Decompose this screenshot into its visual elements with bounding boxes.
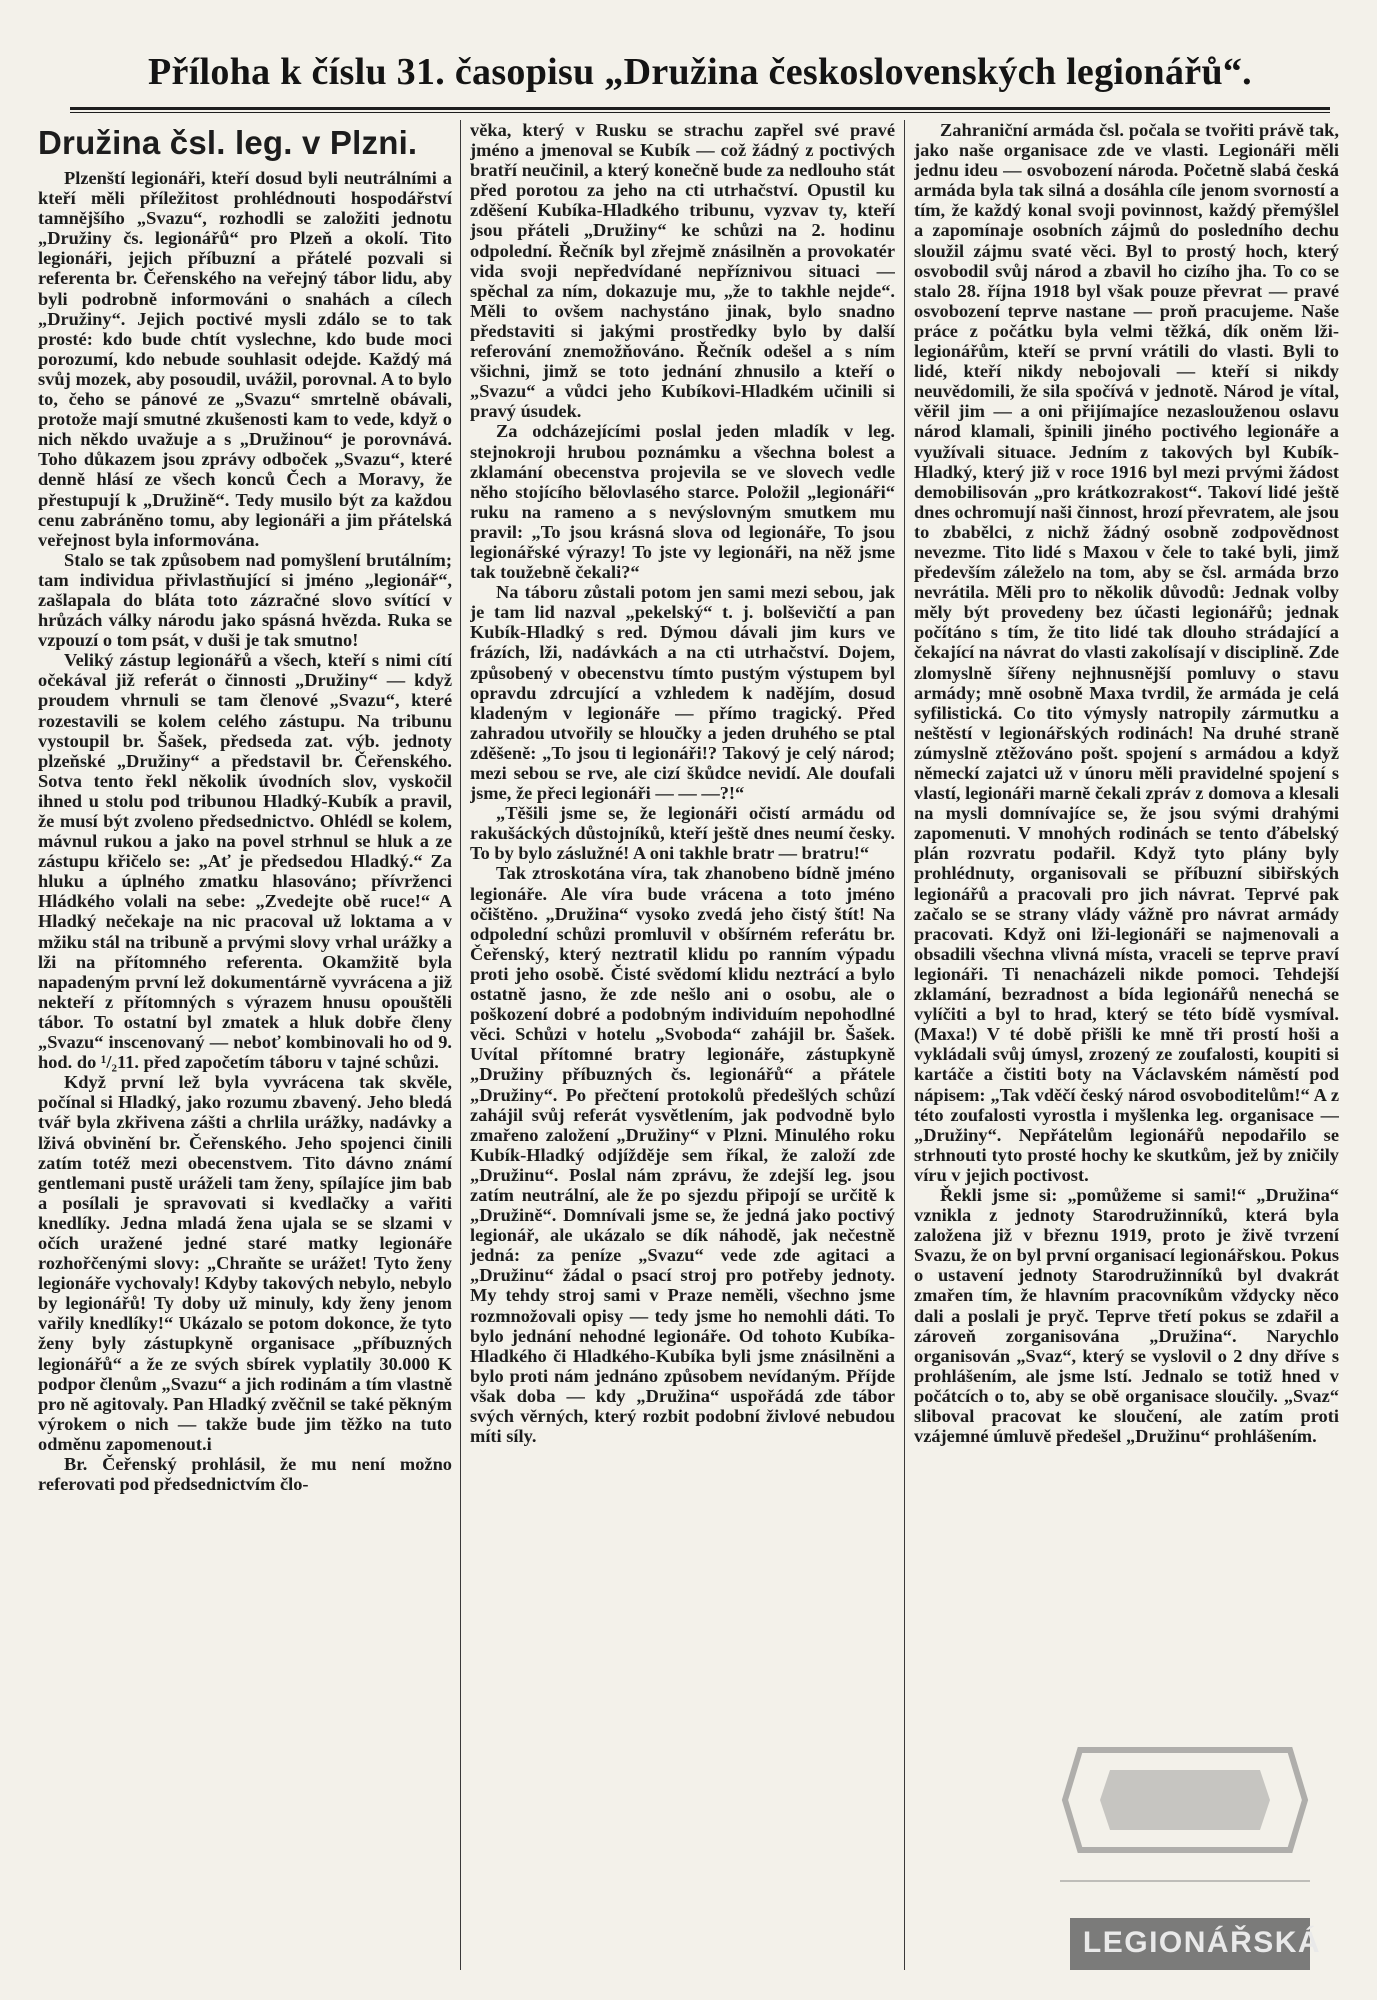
stamp-label: LEGIONÁŘSKÁ — [1082, 1926, 1322, 1959]
column-2 — [470, 120, 895, 1970]
paragraph: „Těšili jsme se, že legionáři očistí armádu od rakušáckých důstojníků, kteří ještě dnes neumí česky. To by bylo záslužné! A oni takhle bratr — bratru!“ — [470, 803, 895, 864]
article-title: Družina čsl. leg. v Plzni. — [38, 124, 418, 161]
page-header — [70, 40, 1330, 104]
header-rule — [70, 107, 1330, 110]
paragraph: Veliký zástup legionářů a všech, kteří s nimi cítí očekával již referát o činnosti „Družiny“ — když proudem vhrnuli se tam členové „Svazu“, které rozestavili se kolem celého zástupu. Na tribunu vystoupil br. Šašek, předseda zat. výb. jednoty plzeňské „Družiny“ a představil br. Čeřenského. Sotva tento řekl několik úvodních slov, vyskočil ihned u stolu pod tribunou Hladký-Kubík a pravil, že musí být zvoleno předsednictvo. Ohlédl se kolem, mávnul rukou a jako na povel strhnul se hluk a ze zástupu křičelo se: „Ať je předsedou Hladký.“ Za hluku a úplného zmatku hlasováno; přívrženci Hládkého volali na sebe: „Zvedejte obě ruce!“ A Hladký nečekaje na nic pracoval už loktama a v mžiku stál na tribuně a prvými slovy vrhal urážky a lži na přítomného referenta. Okamžitě byla napadeným první lež dokumentárně vyvrácena a již nekteří z přítomných s výrazem hnusu opouštěli tábor. To ostatní byl zmatek a hluk dobře členy „Svazu“ inscenovaný — neboť kombinovali ho od 9. hod. do ¹/₂11. před započetím táboru v tajné schůzi. — [38, 650, 452, 1073]
paragraph: Řekli jsme si: „pomůžeme si sami!“ „Družina“ vznikla z jednoty Starodružinníků, která byla založena již v březnu 1919, proto je živě tvrzení Svazu, že on byl první organisací legionářskou. Pokus o ustavení jednoty Starodružinníků byl dvakrát zmařen tím, že hlavním pracovníkům vždycky něco dali a poslali je pryč. Teprve třetí pokus se zdařil a zároveň zorganisována „Družina“. Narychlo organisován „Svaz“, který se vyslovil o 2 dny dříve s prohlášením, ale jsme lstí. Jednalo se totiž hned v počátcích o to, aby se obě organisace sloučily. „Svaz“ sliboval pracovat ke sloučení, ale zatím proti vzájemné úmluvě předešel „Družinu“ prohlášením. — [914, 1184, 1339, 1447]
column-1 — [38, 120, 452, 1970]
column-divider — [460, 120, 461, 1970]
paragraph: Na táboru zůstali potom jen sami mezi sebou, jak je tam lid nazval „pekelský“ t. j. bolševičtí a pan Kubík-Hladký s red. Dýmou dávali jim kurs ve frázích, lži, nadávkách a na cti utrhačství. Dojem, způsobený v obecenstvu tímto pustým výstupem byl opravdu zdrcující a vzhledem k nadějím, dosud kladeným v legionáře — přímo tragický. Před zahradou utvořily se hloučky a jeden druhého se ptal zděšeně: „To jsou ti legionáři!? Takový je celý národ; mezi sebou se rve, ale cizí škůdce nevidí. Ale doufali jsme, že přeci legionáři — — —?!“ — [470, 582, 895, 804]
paragraph: Tak ztroskotána víra, tak zhanobeno bídně jméno legionáře. Ale víra bude vrácena a toto jméno očištěno. „Družina“ vysoko zvedá jeho čistý štít! Na odpolední schůzi promluvil v obšírném referátu br. Čeřenský, který neztratil klidu po ranním výpadu proti jeho osobě. Čisté svědomí klidu neztrácí a bylo ostatně jasno, že zde nešlo ani o osobu, ale o poškození dobré a podobným individuím nepohodlné věci. Schůzi v hotelu „Svoboda“ zahájil br. Šašek. Uvítal přítomné bratry legionáře, zástupkyně „Družiny příbuzných čs. legionářů“ a přátele „Družiny“. Po přečtení protokolů předešlých schůzí zahájil svůj referát vysvětlením, jak podvodně bylo zmařeno založení „Družiny“ v Plzni. Minulého roku Kubík-Hladký odjížděje sem říkal, že založí zde „Družinu“. Poslal nám zprávu, že zdejší leg. jsou zatím neutrální, ale že po sjezdu připojí se určitě k „Družině“. Domnívali jsme se, že jedná jako poctivý legionář, ale ukázalo se dík náhodě, jak nečestně jedná: za peníze „Svazu“ vede zde agitaci a „Družinu“ žádal o psací stroj pro potřeby jednoty. My tehdy stroj sami v Praze neměli, všechno jsme rozmnožovali opisy — tedy jsme ho nemohli dáti. To bylo jednání nehodné legionáře. Od tohoto Kubíka-Hladkého či Hladkého-Kubíka byli jsme znásilněni a bylo proti nám jednáno způsobem nevídaným. Příjde však doba — kdy „Družina“ uspořádá zde tábor svých věrných, který rozbit podobní živlové nebudou míti síly. — [470, 863, 895, 1447]
paragraph: Plzenští legionáři, kteří dosud byli neutrálními a kteří měli příležitost prohlédnouti hospodářství tamnějšího „Svazu“, rozhodli se založiti jednotu „Družiny čs. legionářů“ pro Plzeň a okolí. Tito legionáři, jejich příbuzní a přátelé pozvali si referenta br. Čeřenského na veřejný tábor lidu, aby byli podrobně informováni o snahách a cílech „Družiny“. Jejich poctivé mysli zdálo se to tak prosté: kdo bude chtít vyslechne, kdo bude moci porozumí, kdo nebude souhlasit odejde. Každý má svůj mozek, aby posoudil, uvážil, porovnal. A to bylo to, čeho se pánové ze „Svazu“ smrtelně obávali, protože mají smutné zkušenosti kam to vede, když o nich někdo uvažuje a s „Družinou“ je porovnává. Toho důkazem jsou zprávy odboček „Svazu“, které denně hlásí ze všech konců Čech a Moravy, že přestupují k „Družině“. Tedy musilo být za každou cenu zabráněno tomu, aby legionáři a jim přátelská veřejnost byla informována. — [38, 168, 452, 550]
paragraph: Zahraniční armáda čsl. počala se tvořiti právě tak, jako naše organisace zde ve vlasti. Legionáři měli jednu ideu — osvobození národa. Početně slabá česká armáda byla tak silná a dosáhla cíle jenom svorností a tím, že každý konal svoji povinnost, každý přemýšlel a zapomínaje osobních zájmů do posledního dechu sloužil zájmu svaté věci. Byl to prostý hoch, který osvobodil svůj národ a zbavil ho cizího jha. To co se stalo 28. října 1918 byl však pouze převrat — pravé osvobození teprve nastane — proň pracujeme. Naše práce z počátku byla velmi těžká, dík oněm lži-legionářům, kteří se první vrátili do vlasti. Byli to lidé, kteří nikdy nebojovali — kteří si nikdy neuvědomili, že sila spočívá v jednotě. Národ je vítal, věřil jim — a oni přijímajíce nezaslouženou oslavu národ klamali, špinili jiného poctivého legionáře a využívali situace. Jedním z takových byl Kubík-Hladký, který již v roce 1916 byl mezi prvými žádost demobilisován „pro krátkozrakost“. Takoví lidé ještě dnes ochromují naši činnost, hrozí převratem, ale jsou to zbabělci, z nichž žádný osobně zodpovědnost nevezme. Tito lidé s Maxou v čele to také byli, jimž především záleželo na tom, aby se čsl. armáda brzo nevrátila. Měli pro to několik důvodů: Jednak volby měly být provedeny bez účasti legionářů; jednak počítáno s tím, že tito lidé tak dlouho strádající a čekající na návrat do vlasti zakolísají v disciplině. Zde zlomyslně šířeny nejhnusnější pomluvy o stavu armády; mně osobně Maxa tvrdil, že armáda je celá syfilistická. Co tito výmysly natropily zármutku a neštěstí v legionářských rodinách! Na druhé straně zúmyslně ztěžováno pošt. spojení s armádou a když německí zajatci už v únoru měli pravidelné spojení s vlastí, legionáři marně čekali zpráv z domova a klesali na mysli domnívajíce se, že jsou svými drahými zapomenuti. V mnohých rodinách se tento ďábelský plán rozvratu podařil. Když tyto plány byly prohlédnuty, organisovali se příbuzní sibiřských legionářů a pracovali pro jich návrat. Teprvé pak začalo se se strany vlády vážně pro návrat armády pracovati. Když oni lži-legionáři se najmenovali a obsadili všechna vlivná místa, vraceli se teprve praví legionáři. Ti nenacházeli nikde pomoci. Tehdejší zklamání, bezradnost a bída legionářů nenechá se vylíčiti a byl to hrad, který se této bídě vysmíval. (Maxa!) V té době přišli ke mně tři prostí hoši a vykládali svůj úmysl, zrozený ze zoufalosti, koupiti si kartáče a čistiti boty na Václavském náměstí pod nápisem: „Tak vděčí český národ osvoboditelům!“ A z této zoufalosti vyrostla i myšlenka leg. organisace — „Družiny“. Nepřátelům legionářů nepodařilo se strhnouti tyto prosté hochy ke skutkům, jež by zničily víru v jejich poctivost. — [914, 120, 1339, 1185]
header-rule-thin — [70, 112, 1330, 113]
paragraph: věka, který v Rusku se strachu zapřel své pravé jméno a jmenoval se Kubík — což žádný z poctivých bratří neučinil, a který konečně bude za nedlouho stát před porotou za jeho na cti utrhačství. Opustil ku zděšení Kubíka-Hladkého tribunu, vyzvav ty, kteří jsou přáteli „Družiny“ ke schůzi na 2. hodinu odpolední. Řečník byl zřejmě znásilněn a provokatér vida svoji nepředvídané nepříznivou situaci — spěchal za ním, dokazuje mu, „že to takhle nejde“. Měli to ovšem nachystáno jinak, bylo snadno představiti si jakými prostředky bylo by další referování znemožňováno. Řečník odešel a s ním všichni, jimž se toto jednání zhnusilo a kteří o „Svazu“ a vůdci jeho Kubíkovi-Hladkém učinili si pravý úsudek. — [470, 120, 895, 422]
paragraph: Stalo se tak způsobem nad pomyšlení brutálním; tam individua přivlastňující si jméno „legionář“, zašlapala do bláta toto zázračné slovo svítící v hrůzách války národu jako spásná hvězda. Ruka se vzpouzí o tom psát, v duši je tak smutno! — [38, 549, 452, 651]
paragraph: Br. Čeřenský prohlásil, že mu není možno referovati pod předsednictvím člo- — [38, 1454, 452, 1495]
paragraph: Za odcházejícími poslal jeden mladík v leg. stejnokroji hrubou poznámku a všechna bolest a zklamání obecenstva projevila se ve slovech vedle něho stojícího bělovlasého starce. Položil „legionáři“ ruku na rameno a s nevýslovným smutkem mu pravil: „To jsou krásná slova od legionáře, To jsou legionářské výrazy! To jste vy legionáři, na něž jsme tak toužebně čekali?“ — [470, 421, 895, 583]
header-title: Příloha k číslu 31. časopisu „Družina československých legionářů“. — [148, 51, 1252, 93]
paragraph: Když první lež byla vyvrácena tak skvěle, počínal si Hladký, jako rozumu zbavený. Jeho bledá tvář byla zkřivena zášti a chrlila urážky, nadávky a lživá obvinění br. Čeřenského. Jeho spojenci činili zatím totéž mezi obecenstvem. Tito dávno známí gentlemani pustě uráželi tam ženy, spílajíce jim bab a posílali je spravovati si kvedlačky a vařiti knedlíky. Jedna mladá žena ujala se se slzami v očích uražené jedné staré matky legionáře rozhořčenými slovy: „Chraňte se urážet! Tyto ženy legionáře vychovaly! Kdyby takových nebylo, nebylo by legionářů! Ty doby už minuly, kdy ženy jenom vařily knedlíky!“ Ukázalo se potom dokonce, že tyto ženy byly zástupkyně organisace „příbuzných legionářů“ a že ze svých sbírek vyplatily 30.000 K podpor členům „Svazu“ a jich rodinám a tím vlastně pro ně agitovaly. Pan Hladký zvěčnil se také pěkným výrokem o nich — takže bude jim těžko na tuto odměnu zapomenout.i — [38, 1072, 452, 1454]
column-3 — [914, 120, 1339, 1970]
column-divider — [904, 120, 905, 1970]
